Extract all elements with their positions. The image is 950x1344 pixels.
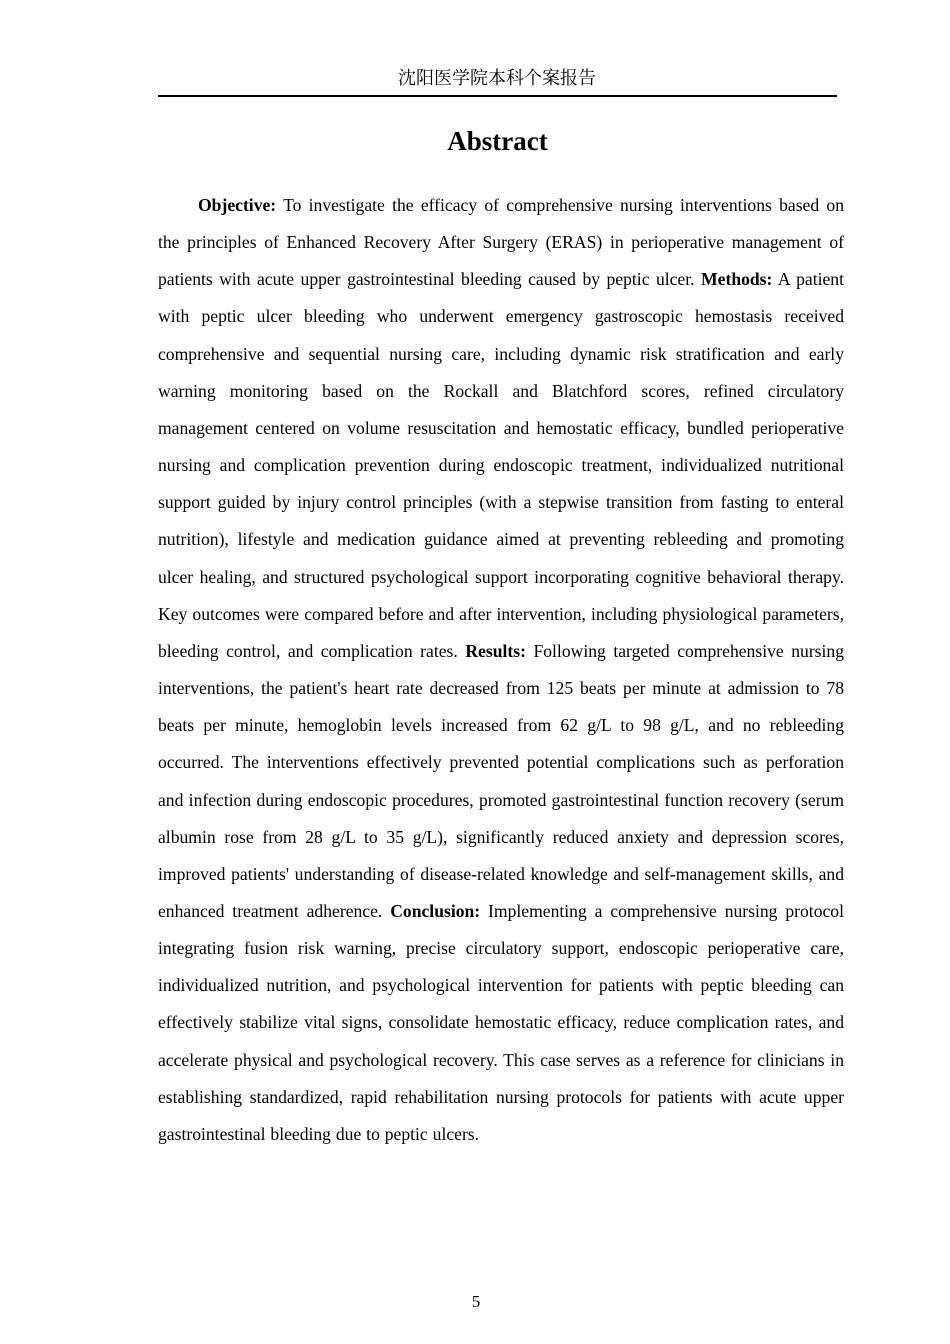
page-header: 沈阳医学院本科个案报告 [398, 68, 596, 89]
header-divider [158, 95, 837, 97]
conclusion-text: Implementing a comprehensive nursing protocol integrating fusion risk warning, precise circulatory support, endoscopic perioperative care, individualized nutrition, and psychological intervention for patients with peptic bleeding can effectively stabilize vital signs, consolidate hemostatic efficacy, reduce complication rates, and accelerate physical and psychological recovery. This case serves as a reference for clinicians in establishing standardized, rapid rehabilitation nursing protocols for patients with acute upper gastrointestinal bleeding due to peptic ulcers. [158, 900, 844, 1144]
page-number: 5 [471, 1292, 481, 1311]
objective-label: Objective: [198, 195, 277, 215]
results-text: Following targeted comprehensive nursing interventions, the patient's heart rate decreased from 125 beats per minute at admission to 78 beats per minute, hemoglobin levels increased from 62 g/L to 98 g/L, and no rebleeding occurred. The interventions effectively prevented potential complications such as perforation and infection during endoscopic procedures, promoted gastrointestinal function recovery (serum albumin rose from 28 g/L to 35 g/L), significantly reduced anxiety and depression scores, improved patients' understanding of disease-related knowledge and self-management skills, and enhanced treatment adherence. [158, 640, 845, 921]
abstract-heading: Abstract [447, 126, 548, 156]
abstract-body [158, 187, 844, 1153]
methods-label: Methods: [701, 269, 773, 290]
conclusion-label: Conclusion: [390, 900, 481, 921]
objective-text: To investigate the efficacy of comprehensive nursing interventions based on the principles of Enhanced Recovery After Surgery (ERAS) in perioperative management of patients with acute upper gastrointestinal bleeding caused by peptic ulcer. [158, 195, 844, 290]
methods-text: A patient with peptic ulcer bleeding who underwent emergency gastroscopic hemostasis received comprehensive and sequential nursing care, including dynamic risk stratification and early warning monitoring based on the Rockall and Blatchford scores, refined circulatory management centered on volume resuscitation and hemostatic efficacy, bundled perioperative nursing and complication prevention during endoscopic treatment, individualized nutritional support guided by injury control principles (with a stepwise transition from fasting to enteral nutrition), lifestyle and medication guidance aimed at preventing rebleeding and promoting ulcer healing, and structured psychological support incorporating cognitive behavioral therapy. Key outcomes were compared before and after intervention, including physiological parameters, bleeding control, and complication rates. [158, 269, 844, 661]
results-label: Results: [465, 640, 526, 661]
